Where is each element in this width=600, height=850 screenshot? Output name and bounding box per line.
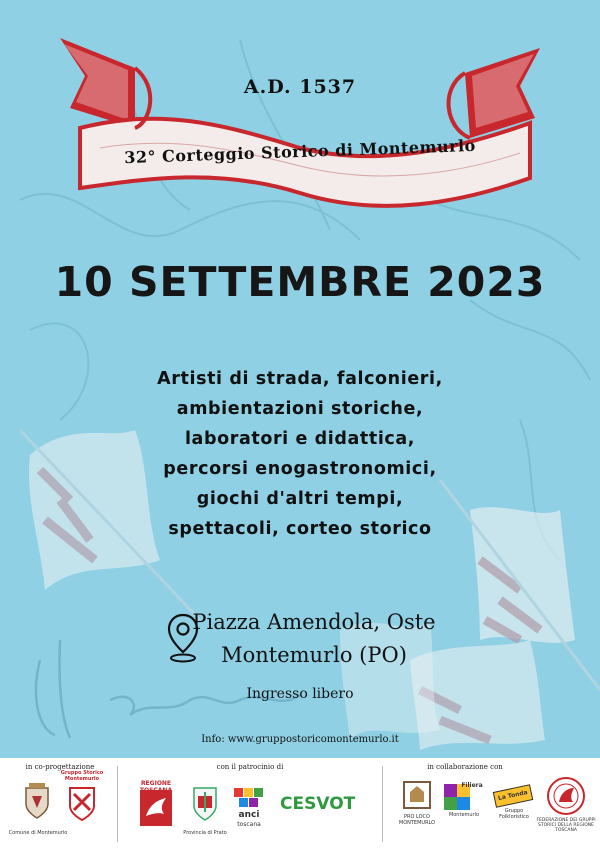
sponsor-footer xyxy=(0,758,600,850)
proloco-caption: PRO LOCO MONTEMURLO xyxy=(398,814,436,826)
location-line-2: Montemurlo (PO) xyxy=(221,643,407,667)
anci-label: anci xyxy=(238,810,260,820)
patrocinio-label: con il patrocinio di xyxy=(216,763,284,771)
activity-line: spettacoli, corteo storico xyxy=(168,519,432,539)
entry-note: Ingresso libero xyxy=(246,686,354,702)
activities-list xyxy=(0,364,600,544)
la-tonda-label: La Tonda xyxy=(497,788,529,803)
provincia-caption: Provincia di Prato xyxy=(183,830,227,836)
provincia-prato-crest-icon xyxy=(190,782,220,822)
title-ribbon xyxy=(40,28,560,218)
activity-line: percorsi enogastronomici, xyxy=(163,459,437,479)
regione-toscana-logo xyxy=(136,780,176,828)
la-tonda-logo xyxy=(493,784,533,808)
coprogettazione-label: in co-progettazione xyxy=(25,763,95,771)
event-date: 10 SETTEMBRE 2023 xyxy=(54,258,546,306)
activity-line: ambientazioni storiche, xyxy=(176,399,424,419)
location-line-1: Piazza Amendola, Oste xyxy=(192,610,436,634)
comune-caption: Comune di Montemurlo xyxy=(8,830,68,836)
comune-montemurlo-crest-icon xyxy=(22,780,52,820)
footer-divider xyxy=(117,766,118,842)
filiera-label: Filiera xyxy=(461,782,483,789)
regione-label: REGIONE xyxy=(140,780,172,787)
activity-line: laboratori e didattica, xyxy=(184,429,416,449)
footer-divider xyxy=(382,766,383,842)
collaborazione-label: in collaborazione con xyxy=(427,763,503,771)
pegasus-icon xyxy=(140,790,172,826)
anci-sub-label: toscana xyxy=(237,821,261,828)
filiera-sub-label: Montemurlo xyxy=(448,812,480,818)
year-label: A.D. 1537 xyxy=(243,76,357,98)
activity-line: Artisti di strada, falconieri, xyxy=(157,369,443,389)
event-title: 32° Corteggio Storico di Montemurlo xyxy=(123,135,477,168)
federazione-caption: FEDERAZIONE DEI GRUPPI STORICI DELLA REGIONE TOSCANA xyxy=(536,818,596,833)
gruppo-storico-logo-icon xyxy=(64,778,100,824)
info-website[interactable]: Info: www.gruppostoricomontemurlo.it xyxy=(201,734,399,745)
gruppo-storico-label: Gruppo Storico Montemurlo xyxy=(60,770,104,782)
la-tonda-sub-label: Gruppo Folkloristico xyxy=(499,808,529,820)
activity-line: giochi d'altri tempi, xyxy=(196,489,404,509)
cesvot-logo: CESVOT xyxy=(280,794,356,814)
federazione-seal-icon xyxy=(546,776,586,816)
proloco-logo-icon xyxy=(402,780,432,810)
anci-toscana-logo-icon xyxy=(232,786,266,812)
